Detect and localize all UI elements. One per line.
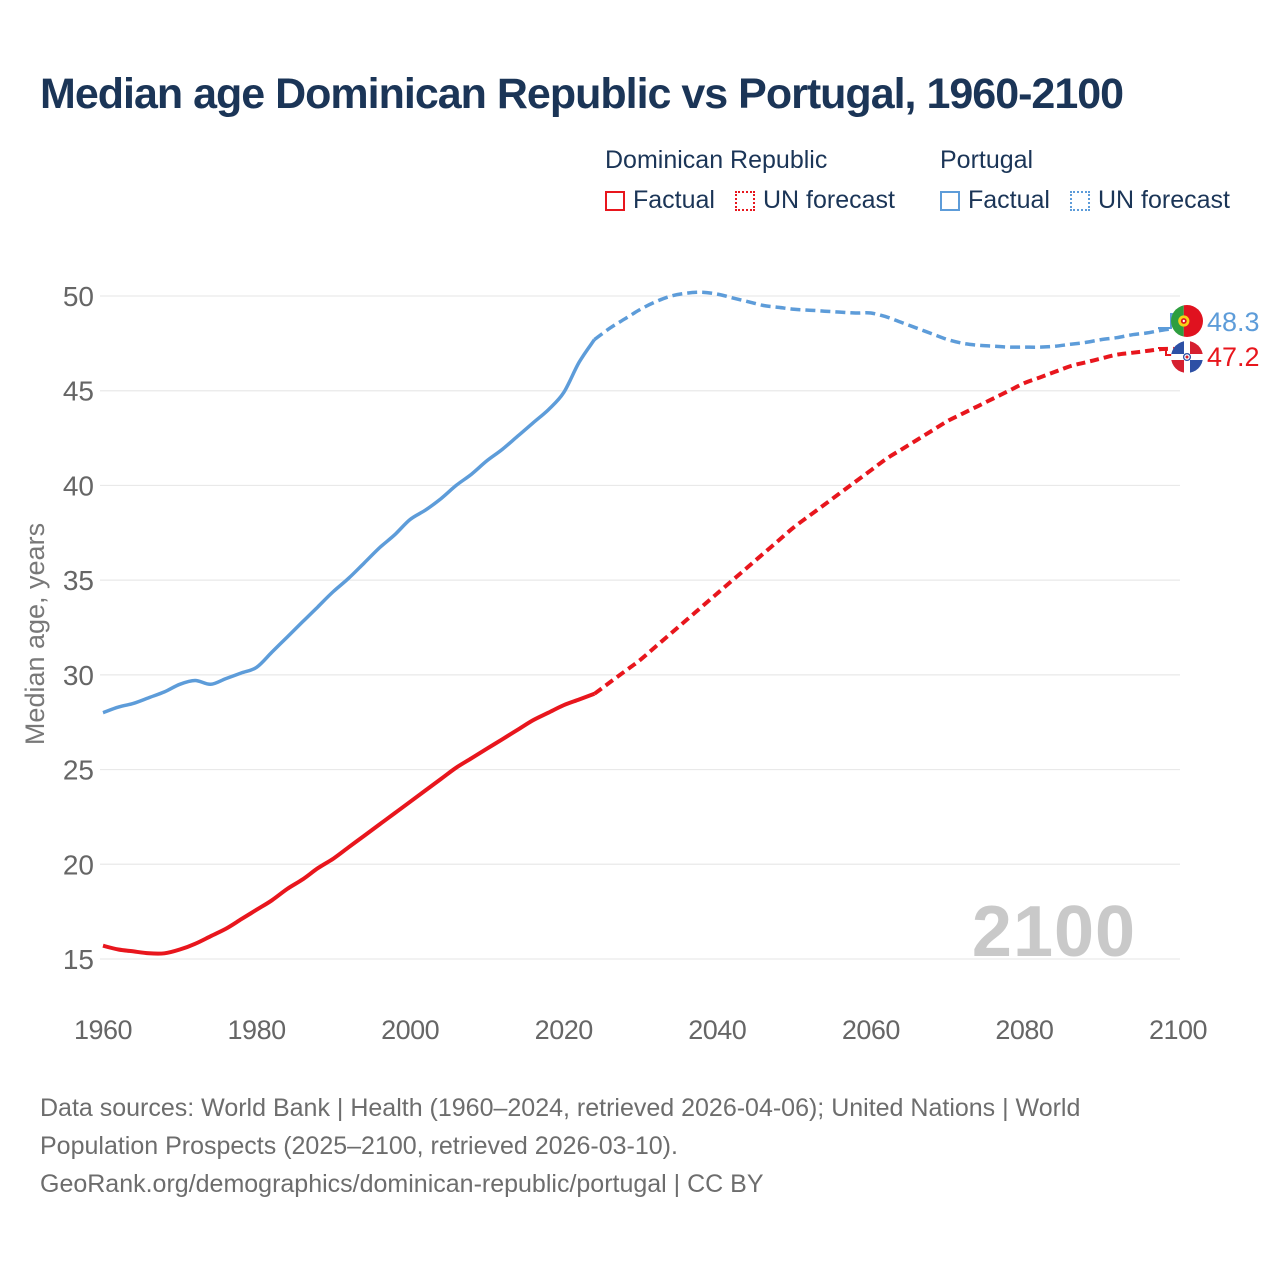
dominican-republic-flag-icon [1171,341,1203,373]
dominican-republic-factual-line [103,694,594,954]
y-tick-label-30: 30 [62,659,94,691]
x-tick-label-1960: 1960 [73,1015,133,1045]
dr-factual-swatch-icon [605,191,625,211]
gridlines [100,296,1180,959]
x-tick-label-2080: 2080 [995,1015,1054,1045]
y-axis-title: Median age, years [20,522,50,746]
legend-row-dominican-republic [605,186,895,215]
legend-label: Factual [633,186,715,214]
data-sources-footer [40,1089,1080,1203]
portugal-end-value: 48.3 [1207,307,1260,337]
x-tick-label-1980: 1980 [227,1015,286,1045]
legend-item-dr-forecast [735,186,895,215]
legend-item-dr-factual [605,186,715,215]
footer-line: Population Prospects (2025–2100, retrieved 2026-03-10). [40,1132,678,1160]
portugal-factual-line [103,340,594,713]
legend-row-portugal [940,186,1230,215]
footer-line: Data sources: World Bank | Health (1960–2024, retrieved 2026-04-06); United Nations | World [40,1094,1081,1122]
watermark-year: 2100 [971,892,1137,972]
y-tick-label-20: 20 [62,849,94,881]
y-axis-tick-labels [63,281,94,975]
y-tick-label-45: 45 [62,375,94,407]
y-tick-label-50: 50 [62,281,94,312]
x-tick-label-2100: 2100 [1148,1015,1208,1045]
x-tick-label-2020: 2020 [534,1015,593,1045]
x-tick-label-2040: 2040 [688,1015,747,1045]
series-lines [103,292,1178,953]
y-tick-label-40: 40 [62,470,94,502]
dr-forecast-swatch-icon [735,191,755,211]
legend-item-pt-forecast [1070,186,1230,215]
legend-header-portugal: Portugal [940,146,1034,174]
x-tick-label-2000: 2000 [381,1015,440,1045]
dominican-republic-end-value: 47.2 [1207,342,1260,372]
legend-item-pt-factual [940,186,1050,215]
pt-forecast-swatch-icon [1070,191,1090,211]
legend-label: UN forecast [1097,186,1230,214]
x-axis-tick-labels [74,1015,1207,1045]
x-tick-label-2060: 2060 [841,1015,900,1045]
y-tick-label-15: 15 [62,944,94,975]
dominican-republic-forecast-line [594,349,1178,694]
portugal-flag-icon [1171,305,1203,337]
y-tick-label-35: 35 [62,565,94,597]
legend-header-dominican-republic: Dominican Republic [605,146,828,174]
legend-label: UN forecast [762,186,895,214]
pt-factual-swatch-icon [940,191,960,211]
footer-line: GeoRank.org/demographics/dominican-republic/portugal | CC BY [40,1170,764,1198]
legend-label: Factual [968,186,1050,214]
y-tick-label-25: 25 [62,754,94,786]
chart-title: Median age Dominican Republic vs Portugal, 1960-2100 [40,70,1124,118]
portugal-forecast-line [594,292,1178,347]
